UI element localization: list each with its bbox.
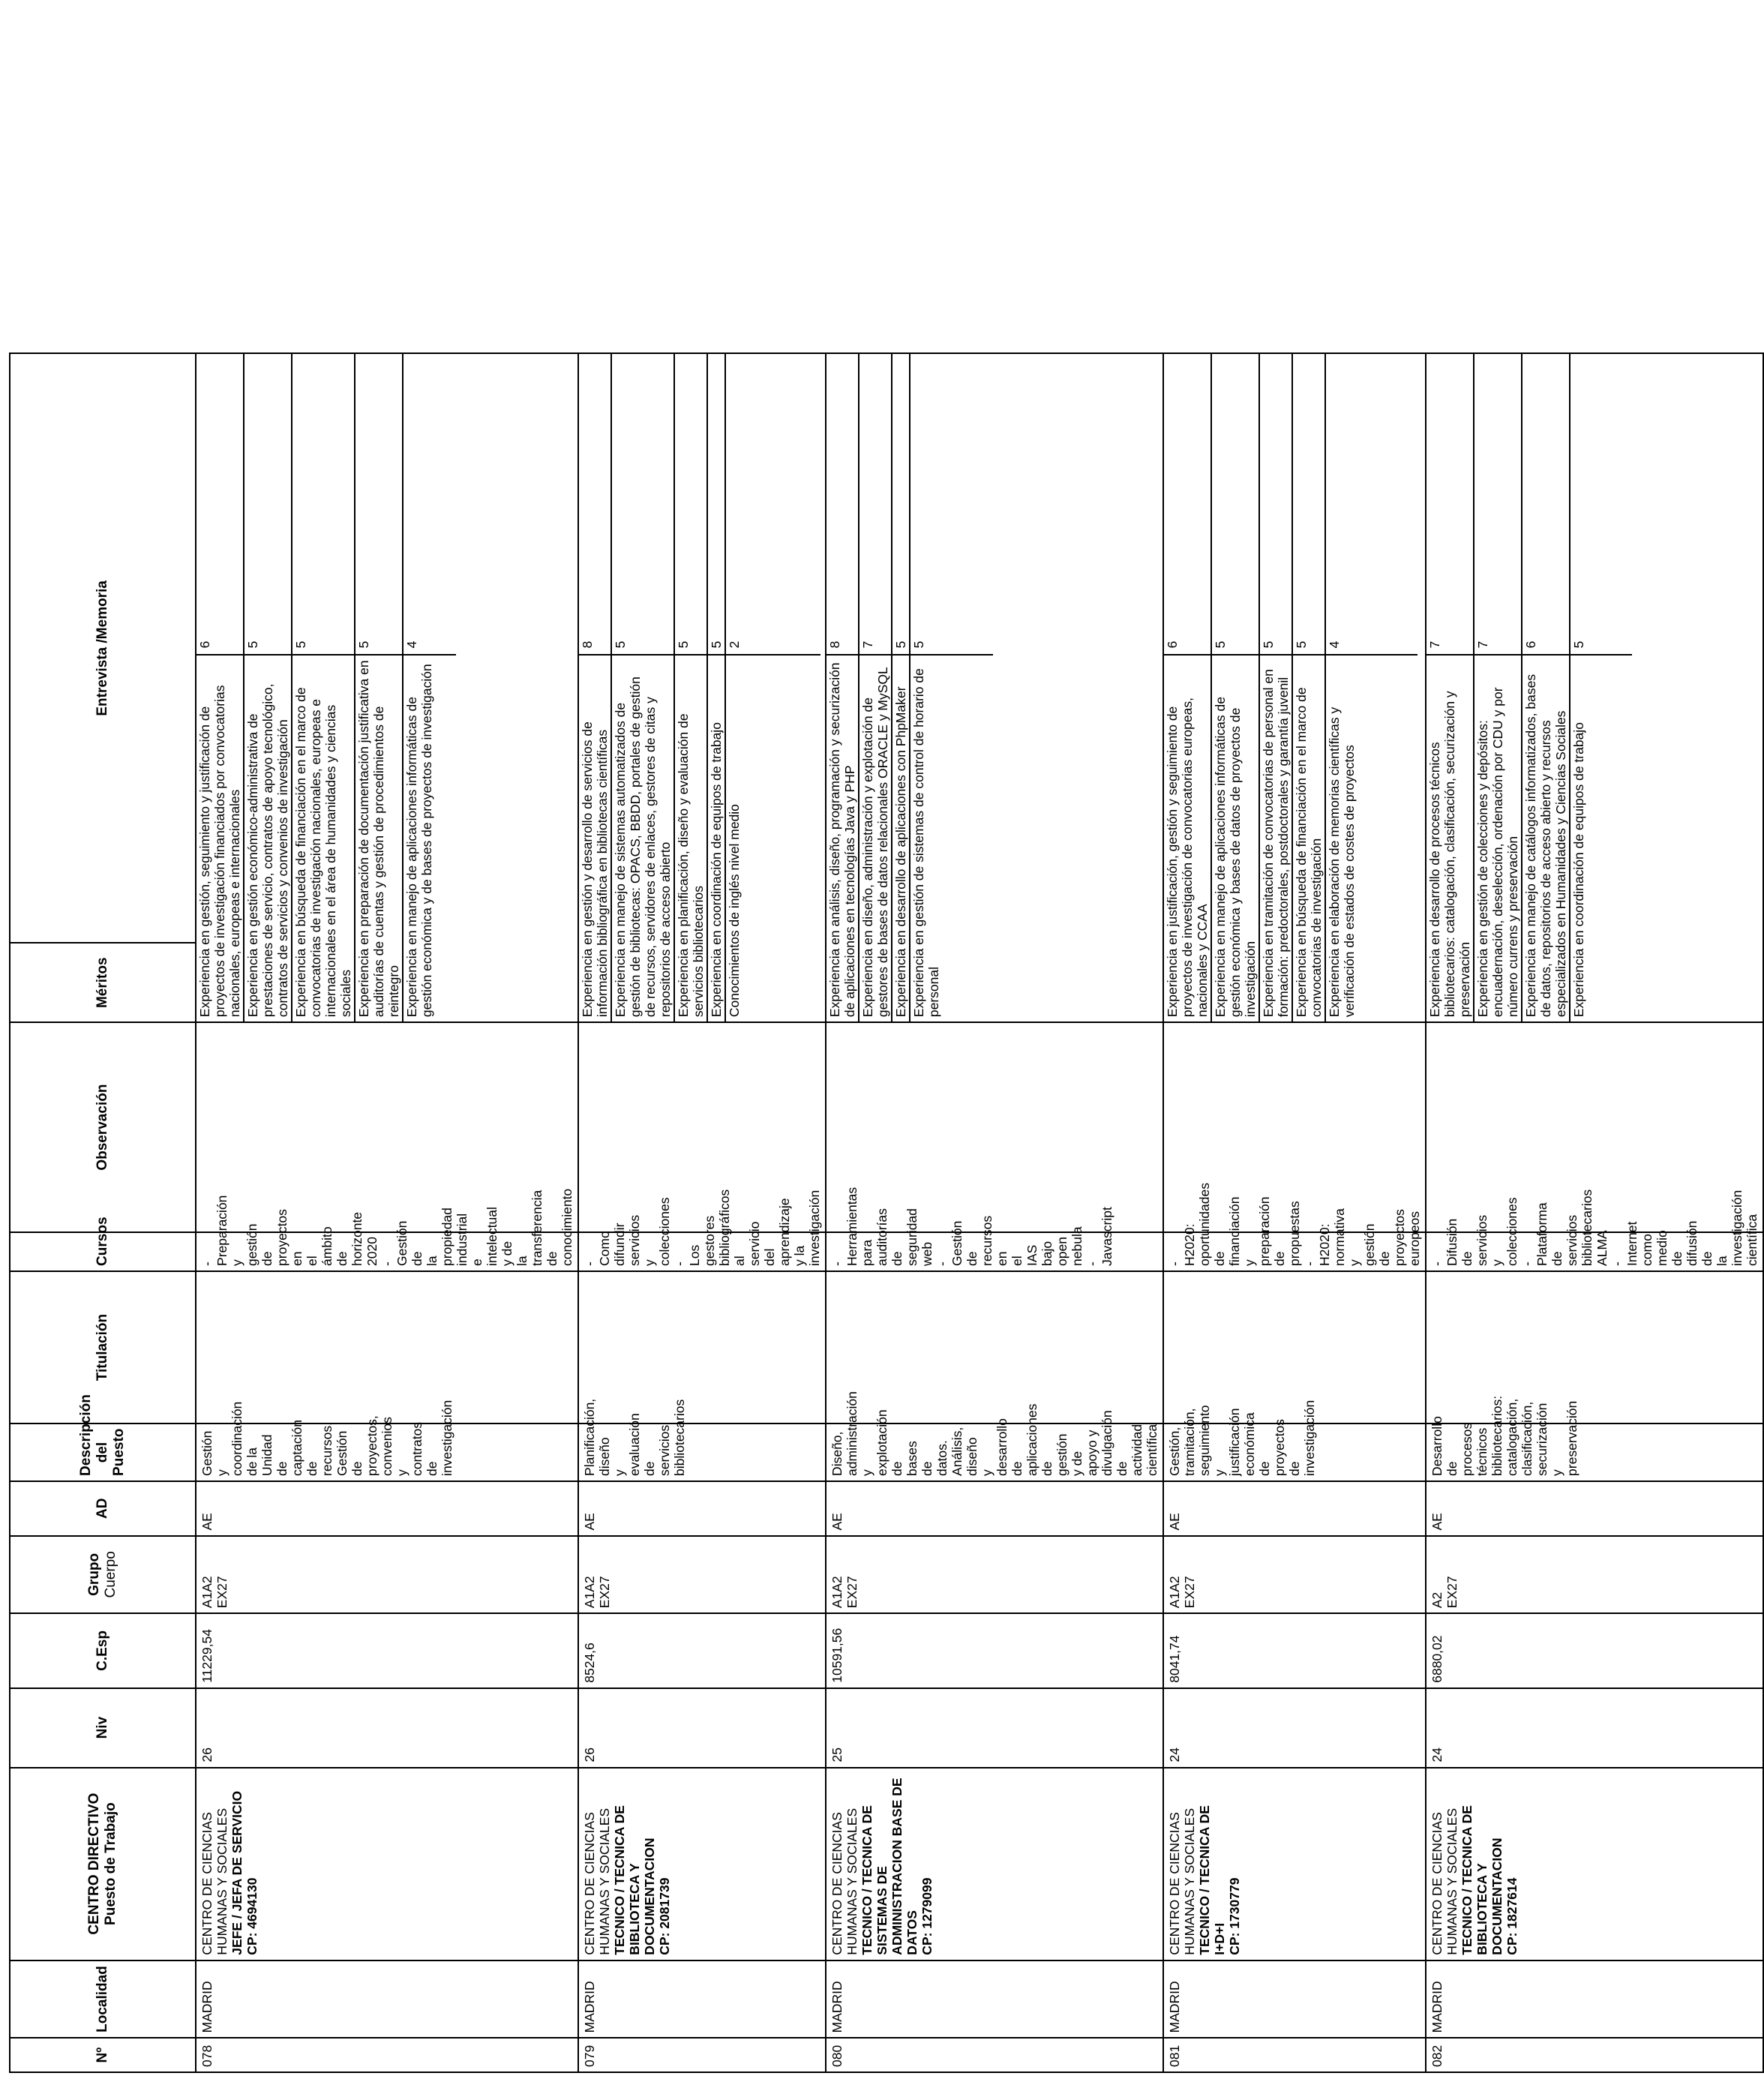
puesto-cp: CP: 2081739 [657, 1877, 672, 1955]
merit-text: Experiencia en tramitación de convocatorias de personal en formación: predoctorales, postdoctorales y garantía juvenil [1261, 669, 1291, 1018]
merit-score: 5 [1293, 354, 1324, 656]
header-meritos: Méritos [10, 943, 196, 1022]
merit-text: Conocimientos de inglés nivel medio [727, 804, 742, 1018]
merit-score: 7 [1426, 354, 1473, 656]
merit-score: 5 [292, 354, 354, 656]
merit-item [404, 354, 456, 1022]
row-observacion [196, 1022, 578, 1232]
row-ad: AE [578, 1481, 826, 1536]
curso-item: - Javascript [1084, 1207, 1114, 1266]
row-centro [1426, 1768, 1763, 1960]
row-centro [196, 1768, 578, 1960]
positions-table [9, 12, 1764, 2073]
puesto-name: TECNICO / TECNICA DE BIBLIOTECA Y DOCUMENTACION [612, 1805, 657, 1955]
row-localidad: MADRID [1426, 1960, 1763, 2038]
merit-text: Experiencia en gestión y desarrollo de servicios de información bibliográfica en bibliotecas científicas [580, 722, 610, 1018]
merit-item [1522, 354, 1570, 1022]
merit-text: Experiencia en análisis, diseño, programación y securización de aplicaciones en tecnologías Java y PHP [827, 662, 857, 1018]
curso-item: - Como difundir servicios y colecciones [582, 1197, 672, 1266]
merit-text: Experiencia en búsqueda de financiación en el marco de convocatorias de investigación nacionales, europeas e internacionales en el área de humanidades y ciencias sociales [293, 687, 353, 1018]
merit-item [579, 354, 612, 1022]
table-row [826, 13, 1163, 2072]
merit-score: 5 [1212, 354, 1258, 656]
puesto-name: JEFE / JEFA DE SERVICIO [230, 1790, 244, 1955]
merit-score: 5 [356, 354, 402, 656]
row-grupo [1426, 1536, 1763, 1614]
curso-item: - H2020: oportunidades de financiación y preparación de propuestas [1167, 1183, 1302, 1266]
merit-item [892, 354, 910, 1022]
row-number: 081 [1163, 2038, 1426, 2072]
cuerpo-value: EX27 [844, 1576, 860, 1609]
curso-item: - Los gestores bibliográficos al servicio del aprendizaje y la investigación [672, 1189, 822, 1266]
centro-name: CENTRO DE CIENCIAS HUMANAS Y SOCIALES [830, 1808, 860, 1955]
header-titulacion: Titulación [10, 1271, 196, 1424]
merit-score: 5 [244, 354, 291, 656]
merit-item [1260, 354, 1293, 1022]
merit-text: Experiencia en desarrollo de procesos técnicos bibliotecarios: catalogación, clasificación, securización y preservación [1427, 691, 1472, 1018]
merit-item [244, 354, 292, 1022]
merit-item [1474, 354, 1522, 1022]
curso-item: - Difusión de servicios y colecciones [1430, 1197, 1520, 1266]
merit-text: Experiencia en búsqueda de financiación en el marco de convocatorias de investigación [1294, 687, 1324, 1018]
row-cesp: 11229,54 [196, 1613, 578, 1688]
header-centro [10, 1768, 196, 1960]
centro-name: CENTRO DE CIENCIAS HUMANAS Y SOCIALES [582, 1808, 612, 1955]
puesto-cp: CP: 4694130 [244, 1877, 260, 1955]
header-centro-label: CENTRO DIRECTIVO [86, 1792, 102, 1935]
header-descripcion: Descripción del Puesto [10, 1424, 196, 1481]
merit-text: Experiencia en manejo de aplicaciones informáticas de gestión económica y de bases de proyectos de investigación [404, 664, 434, 1018]
row-titulacion [826, 1271, 1163, 1424]
header-entrevista: Entrevista /Memoria [10, 353, 196, 943]
header-cesp: C.Esp [10, 1613, 196, 1688]
merit-score: 5 [708, 354, 724, 656]
curso-item: - Gestión de la propiedad industrial e intelectual y de la transferencia de conocimiento [380, 1188, 574, 1266]
puesto-name: TECNICO / TECNICA DE I+D+I [1197, 1805, 1227, 1955]
row-descripcion: Gestión, tramitación, seguimiento y justificación económica de proyectos de investigación [1163, 1424, 1426, 1481]
merit-text: Experiencia en coordinación de equipos de trabajo [709, 722, 724, 1018]
merit-text: Experiencia en desarrollo de aplicaciones con PhpMaker [893, 686, 908, 1018]
merit-item [356, 354, 404, 1022]
row-ad: AE [196, 1481, 578, 1536]
puesto-cp: CP: 1279099 [920, 1877, 934, 1955]
row-grupo [196, 1536, 578, 1614]
header-grupo [10, 1536, 196, 1614]
merit-score: 7 [1474, 354, 1521, 656]
grupo-value: A1A2 [1167, 1576, 1182, 1609]
grupo-value: A1A2 [830, 1576, 844, 1609]
row-titulacion [578, 1271, 826, 1424]
curso-item: - Herramientas para auditorías de seguridad web [830, 1186, 934, 1266]
row-ad: AE [826, 1481, 1163, 1536]
row-descripcion: Planificación, diseño y evaluación de servicios bibliotecarios [578, 1424, 826, 1481]
merit-score: 7 [860, 354, 891, 656]
row-ad: AE [1426, 1481, 1763, 1536]
merit-text: Experiencia en gestión de sistemas de control de horario de personal [911, 668, 941, 1018]
merit-item [1326, 354, 1418, 1022]
curso-item: - Plataforma de servicios bibliotecarios ALMA [1520, 1189, 1610, 1266]
curso-item: - Internet como medio de difusión de la investigación científica [1610, 1190, 1760, 1266]
header-puesto-label: Puesto de Trabajo [103, 1802, 118, 1925]
header-cuerpo-label: Cuerpo [103, 1551, 118, 1598]
row-cursos [1426, 1189, 1763, 1271]
row-cesp: 10591,56 [826, 1613, 1163, 1688]
row-localidad: MADRID [578, 1960, 826, 2038]
header-observacion: Observación [10, 1022, 196, 1232]
grupo-value: A2 [1430, 1592, 1444, 1609]
cuerpo-value: EX27 [1444, 1576, 1460, 1609]
merit-item [708, 354, 726, 1022]
merit-score: 8 [826, 354, 858, 656]
header-cursos: Cursos [10, 1232, 196, 1271]
centro-name: CENTRO DE CIENCIAS HUMANAS Y SOCIALES [1430, 1808, 1460, 1955]
row-number: 079 [578, 2038, 826, 2072]
row-localidad: MADRID [196, 1960, 578, 2038]
row-grupo [826, 1536, 1163, 1614]
row-descripcion: Gestión y coordinación de la Unidad de captación de recursos. Gestión de proyectos, convenios y contratos de investigación [196, 1424, 578, 1481]
merit-item [292, 354, 356, 1022]
merit-text: Experiencia en manejo de catálogos informatizados, bases de datos, repositorios de acceso abierto y recursos especializados en Humanidades y Ciencias Sociales [1523, 674, 1568, 1018]
row-niv: 25 [826, 1688, 1163, 1768]
puesto-name: TECNICO / TECNICA DE BIBLIOTECA Y DOCUMENTACION [1460, 1805, 1504, 1955]
centro-name: CENTRO DE CIENCIAS HUMANAS Y SOCIALES [1167, 1808, 1197, 1955]
row-meritos [1426, 353, 1763, 1022]
merit-score: 6 [1164, 354, 1210, 656]
row-cursos [826, 1186, 1163, 1271]
merit-score: 6 [1522, 354, 1569, 656]
table-body [196, 13, 1763, 2072]
merit-item [1570, 354, 1632, 1022]
merit-score: 5 [1570, 354, 1632, 656]
merit-text: Experiencia en coordinación de equipos de trabajo [1571, 722, 1586, 1018]
header-localidad: Localidad [10, 1960, 196, 2038]
row-cursos [1163, 1183, 1426, 1271]
puesto-name: TECNICO / TECNICA DE SISTEMAS DE ADMINISTRACION BASE DE DATOS [860, 1778, 920, 1955]
puesto-cp: CP: 1827614 [1504, 1877, 1520, 1955]
row-niv: 24 [1426, 1688, 1763, 1768]
header-ad: AD [10, 1481, 196, 1536]
merit-text: Experiencia en gestión económico-administrativa de prestaciones de servicio, contratos de apoyo tecnológico, contratos de servicios y convenios de investigación [245, 683, 290, 1018]
header-no: Nº [10, 2038, 196, 2072]
cuerpo-value: EX27 [214, 1576, 230, 1609]
merit-item [910, 354, 993, 1022]
puesto-cp: CP: 1730779 [1227, 1877, 1242, 1955]
merit-text: Experiencia en manejo de sistemas automatizados de gestión de bibliotecas: OPACS, BBDD, portales de gestión de recursos, servidores de enlaces, gestores de citas y repositorios de acceso abierto [613, 676, 673, 1018]
merit-text: Experiencia en diseño, administración y explotación de gestores de bases de datos relacionales ORACLE y MySQL [860, 667, 890, 1018]
row-ad: AE [1163, 1481, 1426, 1536]
merit-text: Experiencia en planificación, diseño y evaluación de servicios bibliotecarios [676, 713, 706, 1018]
row-descripcion: Diseño, administración y explotación de bases de datos. Análisis, diseño y desarrollo de aplicaciones de gestión y de apoyo y divulgación de actividad científica [826, 1424, 1163, 1481]
curso-item: - H2020: normativa y gestión de proyectos europeos [1302, 1208, 1422, 1266]
curso-item: - Gestión de recursos en el IAS bajo open nebula [934, 1215, 1084, 1266]
merit-text: Experiencia en manejo de aplicaciones informáticas de gestión económica y bases de datos de proyectos de investigación [1213, 697, 1258, 1018]
row-centro [1163, 1768, 1426, 1960]
row-cesp: 8041,74 [1163, 1613, 1426, 1688]
row-grupo [578, 1536, 826, 1614]
cuerpo-value: EX27 [1182, 1576, 1197, 1609]
merit-score: 8 [579, 354, 610, 656]
merit-item [612, 354, 675, 1022]
row-localidad: MADRID [826, 1960, 1163, 2038]
row-number: 078 [196, 2038, 578, 2072]
rotated-page [9, 12, 1760, 2073]
row-centro [826, 1768, 1163, 1960]
merit-text: Experiencia en justificación, gestión y seguimiento de proyectos de investigación de convocatorias europeas, nacionales y CCAA [1165, 698, 1210, 1018]
table-row [1426, 13, 1763, 2072]
row-titulacion [196, 1271, 578, 1424]
row-cesp: 6880,02 [1426, 1613, 1763, 1688]
merit-score: 5 [612, 354, 674, 656]
row-observacion [826, 1022, 1163, 1232]
row-cursos [196, 1188, 578, 1271]
row-grupo [1163, 1536, 1426, 1614]
table-row [1163, 13, 1426, 2072]
merit-item [1212, 354, 1260, 1022]
row-meritos [196, 353, 578, 1022]
header-row [10, 13, 196, 2072]
merit-item [726, 354, 820, 1022]
row-niv: 26 [578, 1688, 826, 1768]
row-meritos [1163, 353, 1426, 1022]
merit-text: Experiencia en elaboración de memorias científicas y verificación de estados de costes de proyectos [1327, 706, 1357, 1018]
merit-item [1426, 354, 1474, 1022]
row-descripcion: Desarrollo de procesos técnicos bibliotecarios: catalogación, clasificación, securización y preservación [1426, 1424, 1763, 1481]
row-titulacion [1163, 1271, 1426, 1424]
merit-item [675, 354, 708, 1022]
table-row [578, 13, 826, 2072]
merit-score: 5 [1260, 354, 1292, 656]
merit-score: 4 [1326, 354, 1418, 656]
merit-score: 2 [726, 354, 820, 656]
merit-score: 4 [404, 354, 456, 656]
row-centro [578, 1768, 826, 1960]
merit-text: Experiencia en gestión de colecciones y depósitos: encuadernación, deselección, ordenación por CDU y por número currens y preservación [1475, 687, 1520, 1018]
centro-name: CENTRO DE CIENCIAS HUMANAS Y SOCIALES [200, 1808, 230, 1955]
merit-item [1164, 354, 1212, 1022]
row-cursos [578, 1189, 826, 1271]
row-meritos [578, 353, 826, 1022]
merit-score: 5 [892, 354, 909, 656]
row-observacion [1426, 1022, 1763, 1232]
row-cesp: 8524,6 [578, 1613, 826, 1688]
curso-item: - Preparación y gestión de proyectos en el ámbito de horizonte 2020 [200, 1195, 380, 1266]
grupo-value: A1A2 [582, 1576, 597, 1609]
merit-item [1293, 354, 1326, 1022]
row-number: 080 [826, 2038, 1163, 2072]
row-meritos [826, 353, 1163, 1022]
merit-score: 6 [196, 354, 243, 656]
merit-text: Experiencia en preparación de documentación justificativa en auditorías de cuentas y gestión de procedimientos de reintegro [356, 660, 401, 1018]
cuerpo-value: EX27 [597, 1576, 612, 1609]
merit-item [196, 354, 244, 1022]
header-niv: Niv [10, 1688, 196, 1768]
row-titulacion [1426, 1271, 1763, 1424]
merit-text: Experiencia en gestión, seguimiento y justificación de proyectos de investigación financiados por convocatorias nacionales, europeas e internacionales [197, 685, 242, 1018]
merit-item [826, 354, 860, 1022]
merit-score: 5 [910, 354, 993, 656]
grupo-value: A1A2 [200, 1576, 214, 1609]
row-niv: 24 [1163, 1688, 1426, 1768]
header-grupo-label: Grupo [86, 1552, 102, 1596]
merit-score: 5 [675, 354, 706, 656]
row-localidad: MADRID [1163, 1960, 1426, 2038]
row-niv: 26 [196, 1688, 578, 1768]
merit-item [860, 354, 892, 1022]
table-row [196, 13, 578, 2072]
row-number: 082 [1426, 2038, 1763, 2072]
